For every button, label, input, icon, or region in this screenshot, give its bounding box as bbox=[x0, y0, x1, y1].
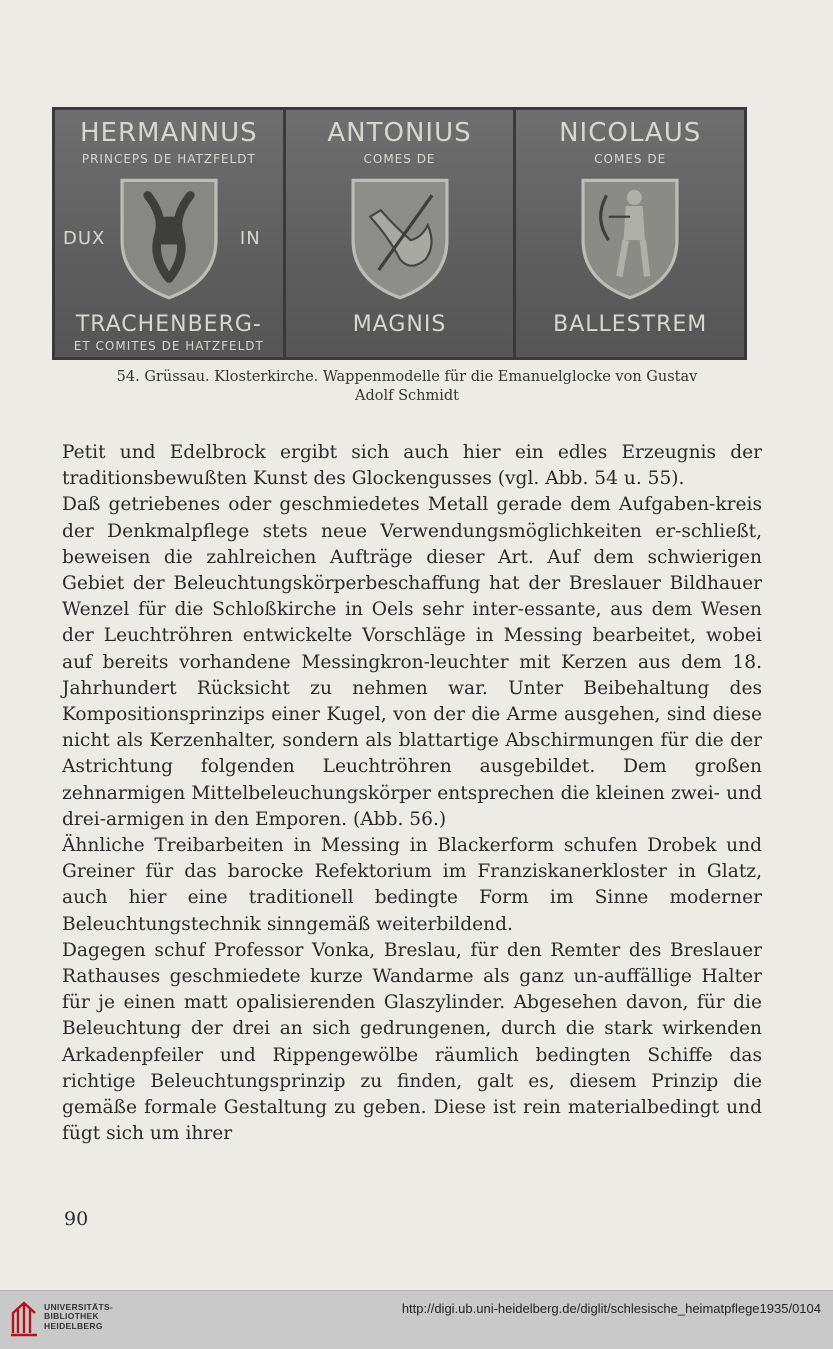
panel-side-left: DUX bbox=[63, 228, 106, 249]
panel-title: ANTONIUS bbox=[327, 118, 472, 148]
paragraph: Daß getriebenes oder geschmiedetes Metall gerade dem Aufgaben-kreis der Denkmalpflege stets neue Verwendungsmöglichkeiten er-schließt, beweisen die zahlreichen Aufträge dieser Art. Auf dem schwierigen Gebiet der Beleuchtungskörperbeschaffung hat der Breslauer Bildhauer Wenzel für die Schloßkirche in Oels sehr inter-essante, aus dem Wesen der Leuchtröhren entwickelte Vorschläge in Messing bearbeitet, wobei auf bereits vorhandene Messingkron-leuchter mit Kerzen aus dem 18. Jahrhundert Rücksicht zu nehmen war. Unter Beibehaltung des Kompositionsprinzips einer Kugel, von der die Arme ausgehen, sind diese nicht als Kerzenhalter, sondern als blattartige Abschirmungen für die der Astrichtung folgenden Leuchtröhren ausgebildet. Dem großen zehnarmigen Mittelbeleuchungskörper entsprechen die kleinen zwei- und drei-armigen in den Emporen. (Abb. 56.) bbox=[62, 494, 762, 830]
shield-icon bbox=[115, 174, 223, 302]
panel-bottom: TRACHENBERG- bbox=[75, 312, 262, 337]
body-text bbox=[62, 440, 762, 1147]
panel-subtitle: PRINCEPS DE HATZFELDT bbox=[81, 152, 256, 166]
paragraph: Petit und Edelbrock ergibt sich auch hier ein edles Erzeugnis der traditionsbewußten Kunst des Glockengusses (vgl. Abb. 54 u. 55). bbox=[62, 442, 762, 490]
paragraph: Ähnliche Treibarbeiten in Messing in Blackerform schufen Drobek und Greiner für das barocke Refektorium im Franziskanerkloster in Glatz, auch hier eine traditionell bedingte Form im Sinne moderner Beleuchtungstechnik sinngemäß weiterbildend. bbox=[62, 835, 762, 935]
footer-bar bbox=[0, 1290, 833, 1349]
panel-bottom: MAGNIS bbox=[352, 312, 447, 337]
university-library-logo-icon[interactable] bbox=[9, 1299, 39, 1337]
library-name-line: BIBLIOTHEK bbox=[44, 1311, 99, 1322]
figure-caption bbox=[52, 368, 762, 406]
shield-icon bbox=[576, 174, 684, 302]
panel-bottom: BALLESTREM bbox=[553, 312, 708, 337]
panel-subtitle: COMES DE bbox=[363, 152, 436, 166]
shield-icon bbox=[346, 174, 454, 302]
coats-of-arms-photo bbox=[52, 107, 747, 360]
panel-title: NICOLAUS bbox=[559, 118, 702, 148]
panel-side-right: IN bbox=[239, 228, 261, 249]
caption-line-1: 54. Grüssau. Klosterkirche. Wappenmodelle für die Emanuelglocke von Gustav bbox=[116, 369, 698, 385]
arms-panel-magnis bbox=[286, 110, 514, 357]
arms-panel-hatzfeldt bbox=[55, 110, 283, 357]
panel-subtitle: COMES DE bbox=[594, 152, 667, 166]
arms-panel-ballestrem bbox=[516, 110, 744, 357]
library-name-line: HEIDELBERG bbox=[44, 1320, 103, 1331]
paragraph: Dagegen schuf Professor Vonka, Breslau, für den Remter des Breslauer Rathauses geschmiedete kurze Wandarme als ganz un-auffällige Halter für je einen matt opalisierenden Glaszylinder. Abgesehen davon, für die Beleuchtung der drei an sich gedrungenen, durch die stark wirkenden Arkadenpfeiler und Rippengewölbe räumlich bedingten Schiffe das richtige Beleuchtungsprinzip zu finden, galt es, diesem Prinzip die gemäße formale Gestaltung zu geben. Diese ist rein materialbedingt und fügt sich um ihrer bbox=[62, 939, 762, 1145]
library-name-line: UNIVERSITÄTS- bbox=[44, 1302, 114, 1312]
panel-bottom-sub: ET COMITES DE HATZFELDT bbox=[73, 339, 264, 353]
library-name[interactable] bbox=[44, 1303, 113, 1331]
source-url-link[interactable]: http://digi.ub.uni-heidelberg.de/diglit/schlesische_heimatpflege1935/0104 bbox=[401, 1301, 821, 1316]
page-number: 90 bbox=[64, 1208, 89, 1230]
panel-title: HERMANNUS bbox=[79, 118, 258, 148]
caption-line-2: Adolf Schmidt bbox=[355, 388, 459, 404]
